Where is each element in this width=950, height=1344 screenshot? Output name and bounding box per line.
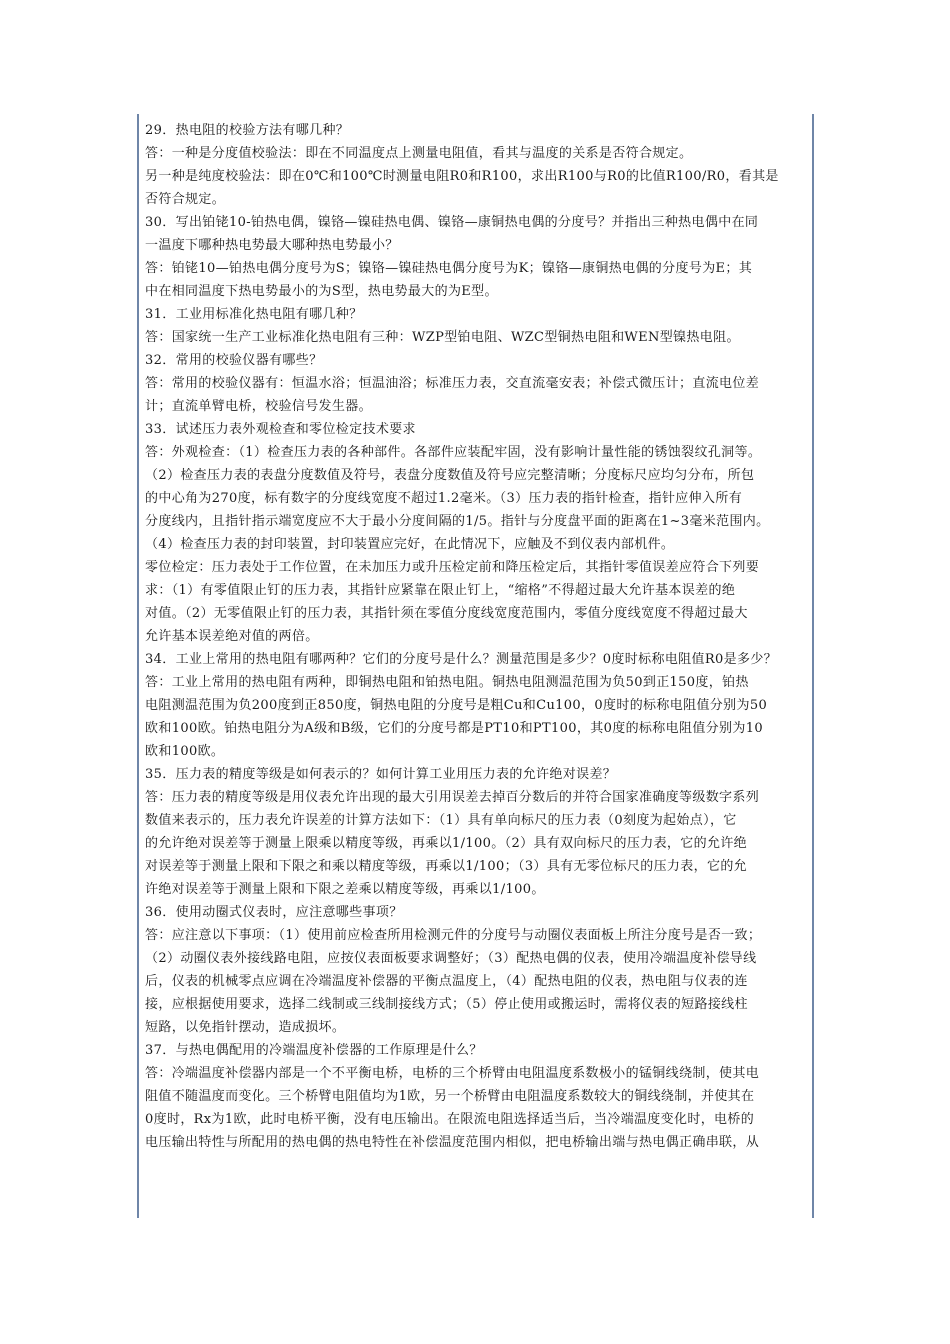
text-line: 计；直流单臂电桥，校验信号发生器。 xyxy=(145,399,372,414)
text-line: 答：冷端温度补偿器内部是一个不平衡电桥，电桥的三个桥臂由电阻温度系数极小的锰铜线绕制，使其电 xyxy=(145,1066,760,1081)
text-line: 中在相同温度下热电势最小的为S型，热电势最大的为E型。 xyxy=(145,284,498,299)
text-line: 分度线内，且指针指示端宽度应不大于最小分度间隔的1/5。指针与分度盘平面的距离在1~3毫米范围内。 xyxy=(145,514,770,529)
text-line: 对值。（2）无零值限止钉的压力表，其指针须在零值分度线宽度范围内，零值分度线宽度不得超过最大 xyxy=(145,606,748,621)
text-line: 数值来表示的，压力表允许误差的计算方法如下：（1）具有单向标尺的压力表（0刻度为起始点），它 xyxy=(145,813,737,828)
text-line: 答：外观检查：（1）检查压力表的各种部件。各部件应装配牢固，没有影响计量性能的锈蚀裂纹孔洞等。 xyxy=(145,445,762,460)
text-line: 35．压力表的精度等级是如何表示的？如何计算工业用压力表的允许绝对误差？ xyxy=(145,767,617,782)
text-line: （2）检查压力表的表盘分度数值及符号，表盘分度数值及符号应完整清晰；分度标尺应均匀分布，所包 xyxy=(145,468,755,483)
text-line: 许绝对误差等于测量上限和下限之差乘以精度等级，再乘以1/100。 xyxy=(145,882,545,897)
text-line: 33．试述压力表外观检查和零位检定技术要求 xyxy=(145,422,416,437)
text-line: 接，应根据使用要求，选择二线制或三线制接线方式；（5）停止使用或搬运时，需将仪表的短路接线柱 xyxy=(145,997,748,1012)
text-line: 零位检定：压力表处于工作位置，在未加压力或升压检定前和降压检定后，其指针零值误差应符合下列要 xyxy=(145,560,760,575)
text-line: 阻值不随温度而变化。三个桥臂电阻值均为1欧，另一个桥臂由电阻温度系数较大的铜线绕制，并使其在 xyxy=(145,1089,755,1104)
text-line: 答：工业上常用的热电阻有两种，即铜热电阻和铂热电阻。铜热电阻测温范围为负50到正150度，铂热 xyxy=(145,675,749,690)
text-line: 电压输出特性与所配用的热电偶的热电特性在补偿温度范围内相似，把电桥输出端与热电偶正确串联，从 xyxy=(145,1135,760,1150)
text-line: 答：国家统一生产工业标准化热电阻有三种：WZP型铂电阻、WZC型铜热电阻和WEN型镍热电阻。 xyxy=(145,330,740,345)
text-line: 一温度下哪种热电势最大哪种热电势最小？ xyxy=(145,238,399,253)
text-line: 30．写出铂铑10-铂热电偶，镍铬—镍硅热电偶、镍铬—康铜热电偶的分度号？并指出三种热电偶中在同 xyxy=(145,215,759,230)
text-line: 求：（1）有零值限止钉的压力表，其指针应紧靠在限止钉上，“缩格”不得超过最大允许基本误差的绝 xyxy=(145,583,736,598)
text-line: 的允许绝对误差等于测量上限乘以精度等级，再乘以1/100。（2）具有双向标尺的压力表，它的允许绝 xyxy=(145,836,748,851)
text-line: 答：压力表的精度等级是用仪表允许出现的最大引用误差去掉百分数后的并符合国家准确度等级数字系列 xyxy=(145,790,760,805)
text-line: 29．热电阻的校验方法有哪几种？ xyxy=(145,123,350,138)
text-line: 的中心角为270度，标有数字的分度线宽度不超过1.2毫米。（3）压力表的指针检查，指针应伸入所有 xyxy=(145,491,743,506)
text-line: 允许基本误差绝对值的两倍。 xyxy=(145,629,319,644)
document-body xyxy=(137,114,814,1218)
text-line: 答：铂铑10—铂热电偶分度号为S；镍铬—镍硅热电偶分度号为K；镍铬—康铜热电偶的分度号为E；其 xyxy=(145,261,753,276)
text-line: （2）动圈仪表外接线路电阻，应按仪表面板要求调整好；（3）配热电偶的仪表，使用冷端温度补偿导线 xyxy=(145,951,757,966)
text-line: 短路，以免指针摆动，造成损坏。 xyxy=(145,1020,346,1035)
text-line: 另一种是纯度校验法：即在0℃和100℃时测量电阻R0和R100，求出R100与R0的比值R100/R0，看其是 xyxy=(145,169,779,184)
text-line: 答：一种是分度值校验法：即在不同温度点上测量电阻值，看其与温度的关系是否符合规定。 xyxy=(145,146,693,161)
text-line: 否符合规定。 xyxy=(145,192,226,207)
text-line: （4）检查压力表的封印装置，封印装置应完好，在此情况下，应触及不到仪表内部机件。 xyxy=(145,537,675,552)
text-line: 31．工业用标准化热电阻有哪几种？ xyxy=(145,307,363,322)
text-line: 欧和100欧。铂热电阻分为A级和B级，它们的分度号都是PT10和PT100，其0度的标称电阻值分别为10 xyxy=(145,721,763,736)
text-line: 欧和100欧。 xyxy=(145,744,225,759)
text-line: 0度时，Rx为1欧，此时电桥平衡，没有电压输出。在限流电阻选择适当后，当冷端温度变化时，电桥的 xyxy=(145,1112,755,1127)
text-line: 对误差等于测量上限和下限之和乘以精度等级，再乘以1/100；（3）具有无零位标尺的压力表，它的允 xyxy=(145,859,748,874)
text-line: 34．工业上常用的热电阻有哪两种？它们的分度号是什么？测量范围是多少？0度时标称电阻值R0是多少？ xyxy=(145,652,778,667)
text-line: 答：常用的校验仪器有：恒温水浴；恒温油浴；标准压力表，交直流毫安表；补偿式微压计；直流电位差 xyxy=(145,376,760,391)
text-line: 后，仪表的机械零点应调在冷端温度补偿器的平衡点温度上，（4）配热电阻的仪表，热电阻与仪表的连 xyxy=(145,974,748,989)
text-line: 电阻测温范围为负200度到正850度，铜热电阻的分度号是粗Cu和Cu100，0度时的标称电阻值分别为50 xyxy=(145,698,768,713)
text-line: 36．使用动圈式仪表时，应注意哪些事项？ xyxy=(145,905,403,920)
text-line: 32．常用的校验仪器有哪些？ xyxy=(145,353,323,368)
text-line: 37．与热电偶配用的冷端温度补偿器的工作原理是什么？ xyxy=(145,1043,483,1058)
text-line: 答：应注意以下事项：（1）使用前应检查所用检测元件的分度号与动圈仪表面板上所注分度号是否一致； xyxy=(145,928,762,943)
